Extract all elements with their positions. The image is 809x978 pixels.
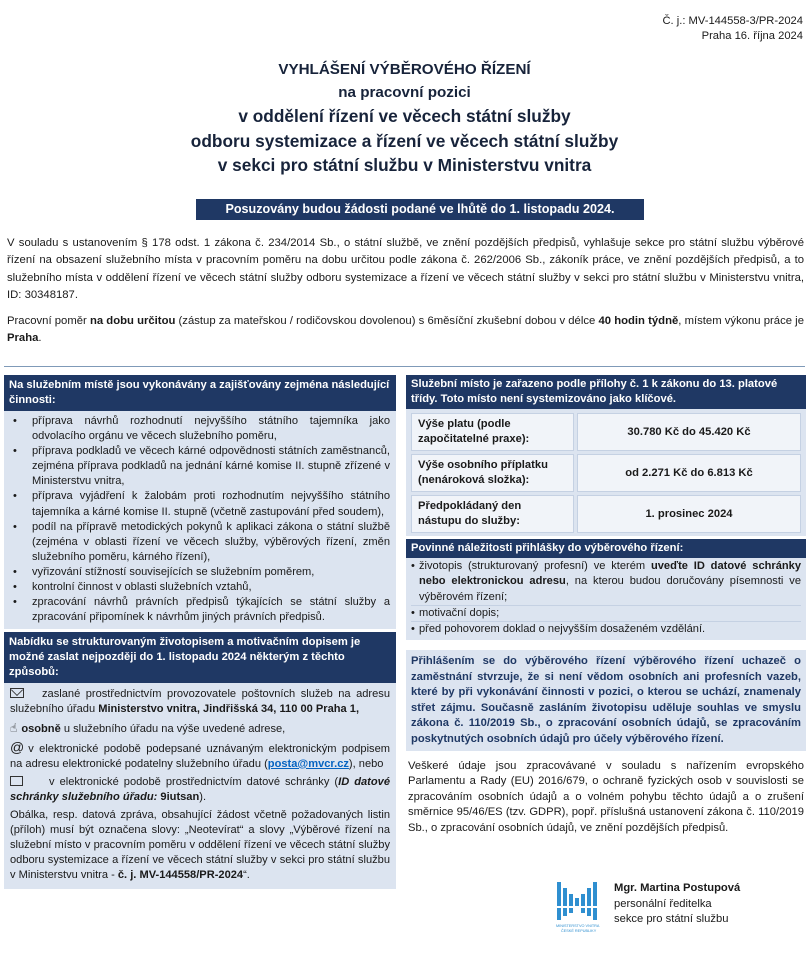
deadline-banner: Posuzovány budou žádosti podané ve lhůtě do 1. listopadu 2024. — [196, 199, 644, 220]
list-item: • zpracování návrhů právních předpisů týkajících se státní služby a zpracování připomínek k návrhům jiných právních předpisů. — [10, 595, 390, 625]
terms-fixed-term: na dobu určitou — [89, 315, 176, 327]
terms-text: (zástup za mateřskou / rodičovskou dovolenou) s 6měsíční zkušební dobou v délce — [175, 315, 599, 327]
employment-terms — [7, 313, 804, 348]
reference-number: Č. j.: MV-144558-3/PR-2024 — [662, 15, 803, 27]
submission-envelope-note — [10, 808, 390, 883]
databox-id: 9iutsan — [157, 790, 200, 803]
personal-text: u služebního úřadu na výše uvedené adrese, — [60, 722, 286, 735]
table-row — [411, 413, 801, 451]
signatory-role: personální ředitelka — [614, 897, 712, 910]
databox-id-label: ID datové schránky služebního úřadu: — [10, 775, 390, 803]
at-icon: @ — [10, 738, 25, 755]
duties-heading: Na služebním místě jsou vykonávány a zajišťovány zejména následující činnosti: — [4, 375, 396, 411]
list-item: • vyřizování stížností souvisejících se služebním poměrem, — [10, 565, 390, 580]
list-item: • příprava podkladů ve věcech kárné odpovědnosti státních zaměstnanců, zejména příprava podkladů na jednání kárné komise II. stupně zřízené v Ministerstvu vnitra, — [10, 444, 390, 489]
place-date: Praha 16. října 2024 — [701, 30, 803, 43]
right-column — [406, 375, 806, 836]
submission-personal — [10, 721, 390, 737]
title-line-1: VYHLÁŠENÍ VÝBĚROVÉHO ŘÍZENÍ — [278, 61, 531, 78]
list-item: • příprava návrhů rozhodnutí nejvyššího státního tajemníka jako odvolacího orgánu ve věcech služebního poměru, — [10, 414, 390, 444]
signatory-name: Mgr. Martina Postupová — [614, 882, 741, 894]
req-emphasis: uveďte ID datové schránky nebo elektronickou adresu — [419, 560, 801, 588]
salary-table — [406, 409, 806, 536]
post-address: Ministerstvo vnitra, Jindřišská 34, 110 00 Praha 1, — [98, 703, 360, 716]
submission-databox — [10, 775, 390, 805]
signature-text — [614, 881, 740, 928]
submission-post — [10, 687, 390, 717]
terms-text: . — [38, 332, 42, 345]
envelope-icon — [10, 688, 24, 698]
document-reference — [662, 14, 803, 44]
table-row — [411, 454, 801, 492]
submission-box — [4, 683, 396, 889]
email-link[interactable]: posta@mvcr.cz — [267, 757, 349, 770]
table-row — [411, 495, 801, 533]
requirements-list — [406, 558, 806, 640]
title-line-3: v oddělení řízení ve věcech státní služby — [238, 106, 571, 126]
envelope-end: “. — [243, 869, 250, 882]
left-column — [4, 375, 396, 889]
logo-text-1: MINISTERSTVO VNITRA — [556, 924, 600, 928]
signatory-unit: sekce pro státní službu — [614, 913, 729, 925]
req-text: životopis (strukturovaný profesní) ve kterém — [419, 560, 651, 572]
title-line-2: na pracovní pozici — [338, 84, 471, 101]
list-item: • kontrolní činnost v oblasti služebních vztahů, — [10, 580, 390, 595]
start-date-label: Předpokládaný den nástupu do služby: — [411, 495, 574, 533]
bonus-value: od 2.271 Kč do 6.813 Kč — [577, 454, 801, 492]
hand-icon: ☝ — [10, 720, 18, 735]
title-line-5: v sekci pro státní službu v Ministerstvu vnitra — [217, 155, 592, 175]
databox-end: ). — [199, 790, 207, 803]
intro-paragraph: V souladu s ustanovením § 178 odst. 1 zákona č. 234/2014 Sb., o státní službě, ve znění pozdějších předpisů, vyhlašuje sekce pro státní službu výběrové řízení na obsazení služebního místa v pracovním poměru na dobu určitou podle zákona č. 262/2006 Sb., zákoník práce, ve znění pozdějších předpisů, a to služebního místa v oddělení řízení ve věcech státní služby odboru systemizace a řízení ve věcech státní služby v sekci pro státní službu v Ministerstvu vnitra, ID: 30348187. — [7, 237, 804, 302]
start-date-value: 1. prosinec 2024 — [577, 495, 801, 533]
salary-value: 30.780 Kč do 45.420 Kč — [577, 413, 801, 451]
databox-text: v elektronické podobě prostřednictvím datové schránky ( — [49, 775, 339, 788]
list-item: • motivační dopis; — [411, 606, 801, 622]
terms-text: Pracovní poměr — [7, 315, 90, 327]
duties-list — [10, 414, 390, 625]
bonus-label: Výše osobního příplatku (nenároková složka): — [411, 454, 574, 492]
personal-label: osobně — [21, 722, 61, 735]
salary-heading: Služební místo je zařazeno podle přílohy č. 1 k zákonu do 13. platové třídy. Toto místo není systemizováno jako klíčové. — [406, 375, 806, 409]
logo-text-2: ČESKÉ REPUBLIKY — [561, 929, 597, 933]
submission-email — [10, 740, 390, 772]
list-item — [411, 559, 801, 606]
email-text: v elektronické podobě podepsané uznávaným elektronickým podpisem na adresu elektronické podatelny služebního úřadu ( — [10, 742, 390, 770]
req-text-end: , na kterou budou doručovány písemnosti ve výběrovém řízení; — [419, 575, 801, 603]
envelope-text: Obálka, resp. datová zpráva, obsahující žádost včetně požadovaných listin (příloh) musí být označena slovy: „Neotevírat“ a slovy „Výběrové řízení na služební místo v pracovním poměru v oddělení řízení ve věcech státní služby odboru systemizace a řízení ve věcech státní služby v sekci pro státní službu v Ministerstvu vnitra - — [10, 808, 390, 882]
submission-heading: Nabídku se strukturovaným životopisem a motivačním dopisem je možné zaslat nejpozději do 1. listopadu 2024 některým z těchto způsobů: — [4, 632, 396, 683]
document-title — [0, 58, 809, 178]
duties-box — [4, 411, 396, 629]
list-item: • podíl na přípravě metodických pokynů k aplikaci zákona o státní službě (zejména v oblasti řízení ve věcech služby, výběrových řízení, změn služebního poměru, kárného řízení), — [10, 520, 390, 565]
terms-hours: 40 hodin týdně — [598, 315, 679, 327]
ministry-logo — [556, 880, 602, 934]
title-line-4: odboru systemizace a řízení ve věcech státní služby — [190, 130, 619, 151]
requirements-heading: Povinné náležitosti přihlášky do výběrového řízení: — [406, 539, 806, 558]
terms-text: , místem výkonu práce je — [678, 315, 804, 327]
email-text-end: ), nebo — [348, 757, 384, 770]
post-text: zaslané prostřednictvím provozovatele poštovních služeb na adresu služebního úřadu — [10, 688, 390, 716]
salary-label: Výše platu (podle započitatelné praxe): — [411, 413, 574, 451]
divider — [4, 366, 805, 367]
terms-place: Praha — [7, 332, 39, 345]
signature-block — [556, 878, 806, 938]
gdpr-paragraph: Veškeré údaje jsou zpracovávané v souladu s nařízením evropského Parlamentu a Rady (EU) 2016/679, o ochraně fyzických osob v souvislosti se zpracováním osobních údajů a o volném pohybu těchto údajů a o zrušení směrnice 95/46/ES (tzv. GDPR), popř. příslušná ustanovení zákona č. 110/2019 Sb., o zpracování osobních údajů, ve znění pozdějších předpisů. — [408, 759, 804, 834]
list-item: • příprava vyjádření k žalobám proti rozhodnutím nejvyššího státního tajemníka a kárné komise II. stupně (včetně zastupování před soudem), — [10, 489, 390, 519]
data-box-icon — [10, 776, 23, 786]
list-item: • před pohovorem doklad o nejvyšším dosaženém vzdělání. — [411, 622, 801, 637]
consent-box: Přihlášením se do výběrového řízení výběrového řízení uchazeč o zaměstnání stvrzuje, že si není vědom osobních ani profesních vazeb, které by při vykonávání činnosti v pozici, o kterou se uchází, znamenaly střet zájmu. Současně zasláním životopisu uděluje souhlas ve smyslu zákona č. 110/2019 Sb., o zpracování osobních údajů, se zpracováním poskytnutých osobních údajů pro účely výběrového řízení. — [406, 650, 806, 750]
envelope-ref: č. j. MV-144558/PR-2024 — [117, 869, 244, 882]
